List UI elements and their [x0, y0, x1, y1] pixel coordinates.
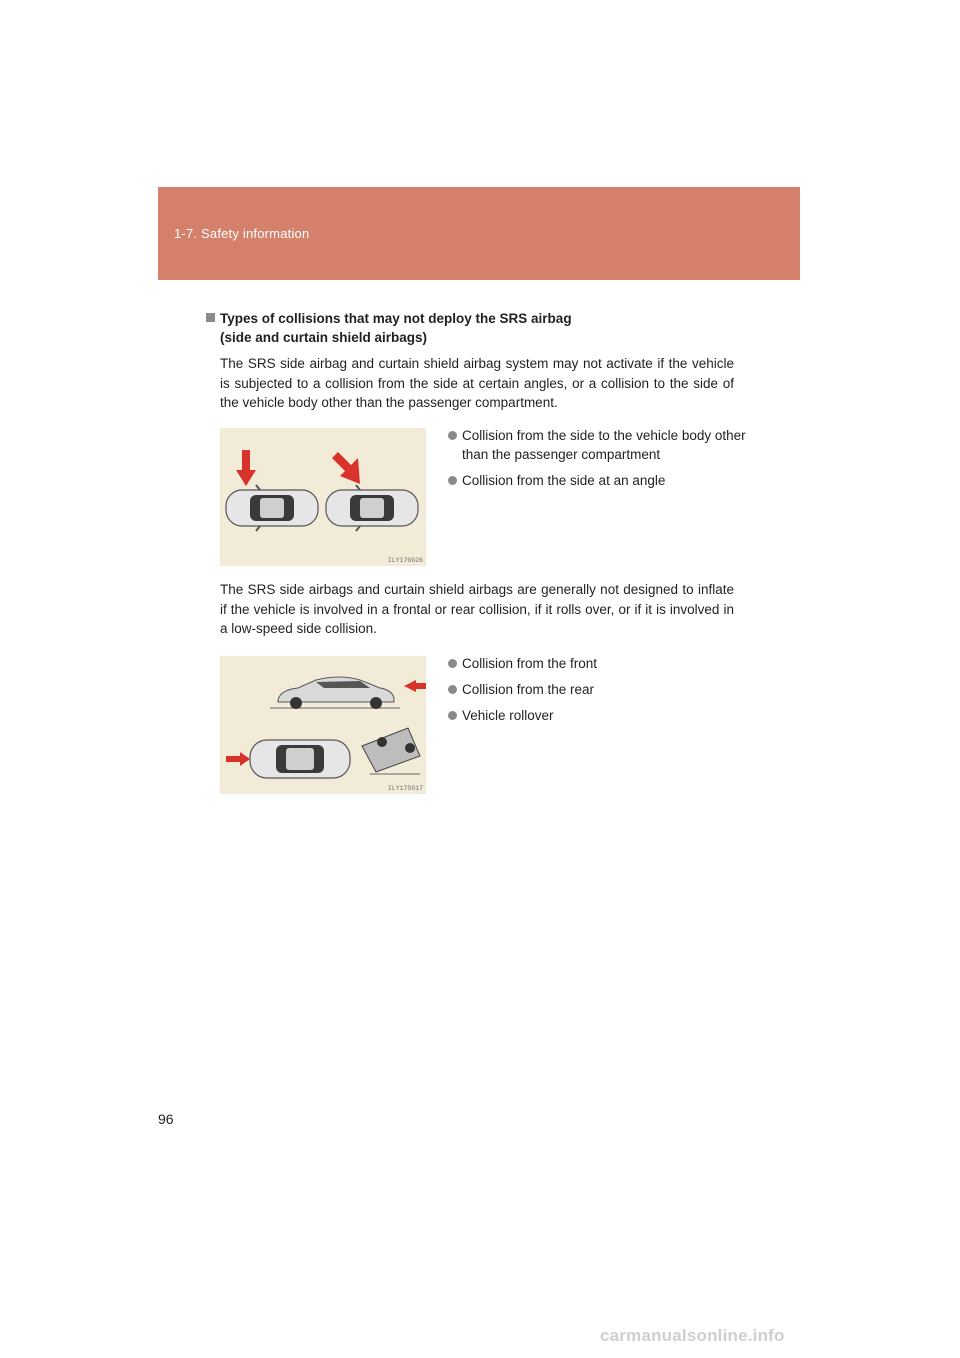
round-bullet-icon	[448, 711, 457, 720]
round-bullet-icon	[448, 476, 457, 485]
list-item: Collision from the rear	[448, 680, 748, 699]
figure-side-collision	[220, 428, 426, 566]
heading	[206, 309, 746, 347]
car-top-view-icon	[250, 740, 350, 778]
figure-front-rear-rollover	[220, 656, 426, 794]
section-title: 1-7. Safety information	[174, 226, 310, 241]
paragraph-2: The SRS side airbags and curtain shield airbags are generally not designed to inflate if the vehicle is involved in a frontal or rear collision, if it rolls over, or if it is involved in a low-speed side collision.	[220, 582, 734, 636]
list-item: Collision from the side at an angle	[448, 471, 748, 490]
round-bullet-icon	[448, 659, 457, 668]
rollover-car-icon	[362, 728, 420, 774]
heading-line-2: (side and curtain shield airbags)	[220, 330, 428, 345]
figure-code: ILY17S017	[387, 785, 423, 792]
side-collision-illustration	[220, 428, 426, 566]
round-bullet-icon	[448, 685, 457, 694]
bullet-list-1	[448, 426, 748, 497]
round-bullet-icon	[448, 431, 457, 440]
bullet-list-2	[448, 654, 748, 732]
list-item: Collision from the front	[448, 654, 748, 673]
page-number: 96	[158, 1111, 174, 1127]
paragraph-1: The SRS side airbag and curtain shield airbag system may not activate if the vehicle is subjected to a collision from the side at certain angles, or a collision to the side of the vehicle body other than the passenger compartment.	[220, 356, 734, 410]
list-item: Collision from the side to the vehicle body other than the passenger compartment	[448, 426, 748, 464]
list-item: Vehicle rollover	[448, 706, 748, 725]
watermark: carmanualsonline.info	[600, 1326, 785, 1345]
front-rear-rollover-illustration	[220, 656, 426, 794]
diagonal-arrow-icon	[332, 452, 360, 484]
car-top-view-1-icon	[226, 485, 318, 531]
figure-code: ILY17G026	[387, 557, 423, 564]
down-arrow-icon	[236, 450, 256, 486]
heading-line-1: Types of collisions that may not deploy the SRS airbag	[220, 311, 572, 326]
car-top-view-2-icon	[326, 485, 418, 531]
right-arrow-icon-front	[404, 680, 426, 692]
car-side-view-icon	[270, 677, 400, 709]
square-bullet-icon	[206, 313, 215, 322]
right-arrow-icon-rear	[226, 752, 250, 766]
